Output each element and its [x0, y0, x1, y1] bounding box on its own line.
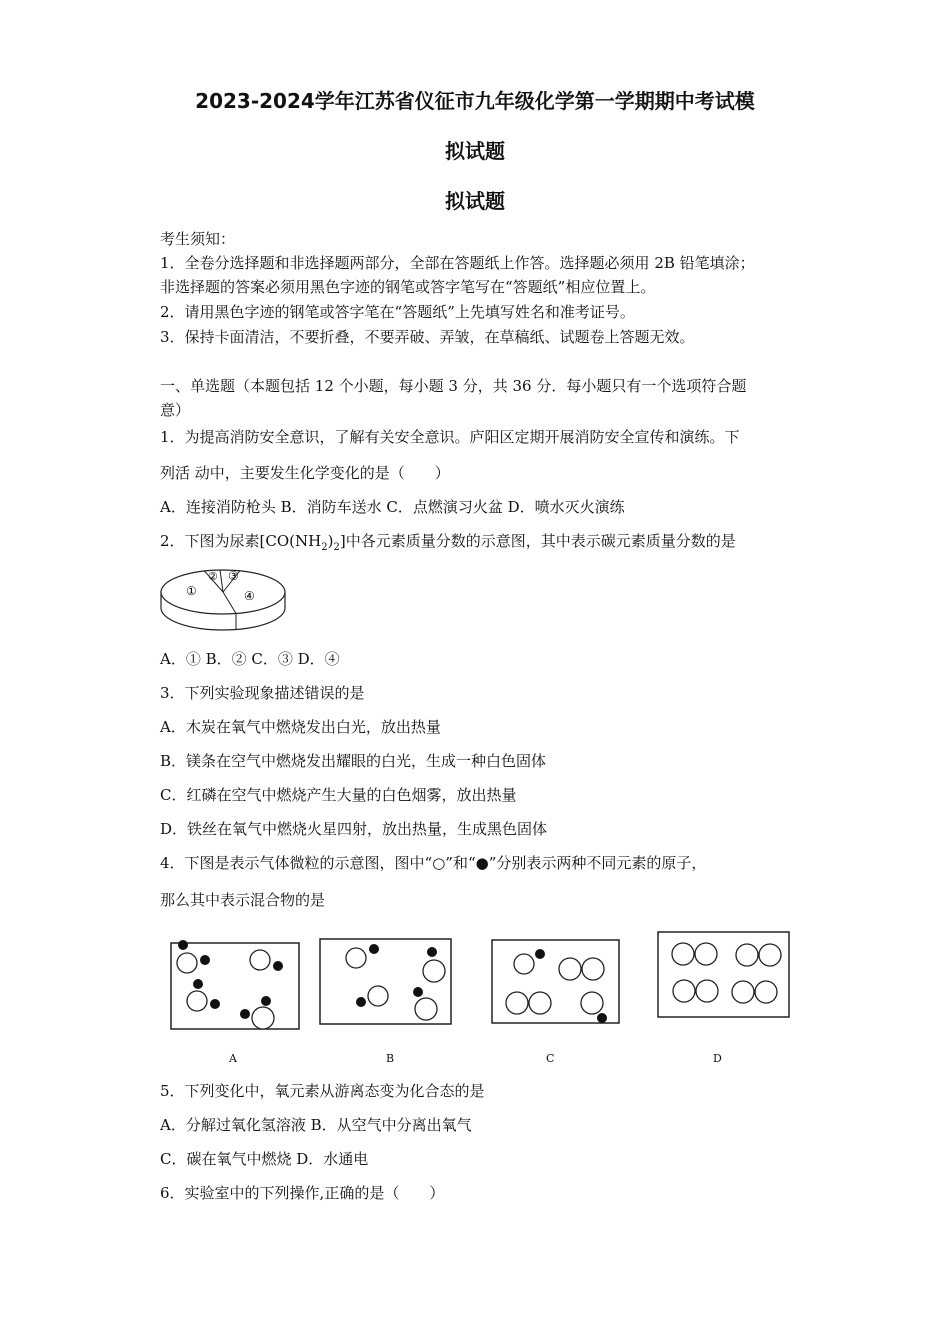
particle-box-d	[655, 929, 793, 1021]
page-title-line3: 拟试题	[445, 189, 505, 213]
particle-box-b	[317, 936, 455, 1028]
q3-option-d: D．铁丝在氧气中燃烧火星四射，放出热量，生成黑色固体	[160, 820, 548, 838]
q2-stem-prefix: 2．下图为尿素[CO(NH	[160, 532, 322, 550]
section-heading-line1: 一、单选题（本题包括 12 个小题，每小题 3 分，共 36 分．每小题只有一个选项符合题	[160, 377, 747, 395]
box-label-d: D	[713, 1052, 722, 1065]
q3-option-c: C．红磷在空气中燃烧产生大量的白色烟雾，放出热量	[160, 786, 517, 804]
q2-stem-mid: )	[327, 532, 334, 550]
box-label-a: A	[229, 1052, 237, 1065]
q1-options: A．连接消防枪头 B．消防车送水 C．点燃演习火盆 D．喷水灭火演练	[160, 498, 625, 516]
page-title-line1: 2023-2024学年江苏省仪征市九年级化学第一学期期中考试模	[195, 89, 755, 113]
particle-box-a	[168, 938, 302, 1033]
q4-stem-line2: 那么其中表示混合物的是	[160, 891, 326, 909]
box-label-c: C	[546, 1052, 555, 1065]
notice-item-2: 2．请用黑色字迹的钢笔或答字笔在“答题纸”上先填写姓名和准考证号。	[160, 303, 635, 321]
notice-item-1-line2: 非选择题的答案必须用黑色字迹的钢笔或答字笔写在“答题纸”相应位置上。	[160, 278, 656, 296]
q6-stem: 6．实验室中的下列操作,正确的是（ ）	[160, 1184, 445, 1202]
q3-option-a: A．木炭在氧气中燃烧发出白光，放出热量	[160, 718, 441, 736]
page-title-line2: 拟试题	[445, 139, 505, 163]
q2-stem-sub1: 2	[321, 542, 328, 553]
particle-box-c	[489, 937, 623, 1027]
pie-label-3: ③	[228, 569, 239, 583]
box-label-b: B	[386, 1052, 395, 1065]
q1-stem-line2: 列活 动中，主要发生化学变化的是（ ）	[160, 464, 450, 482]
pie-label-2: ②	[208, 570, 218, 583]
notice-item-1-line1: 1．全卷分选择题和非选择题两部分，全部在答题纸上作答。选择题必须用 2B 铅笔填涂；	[160, 254, 755, 272]
q3-stem: 3．下列实验现象描述错误的是	[160, 684, 365, 702]
notice-heading: 考生须知：	[160, 230, 236, 248]
q2-stem	[160, 531, 736, 551]
pie-label-1: ①	[186, 584, 197, 598]
q5-stem: 5．下列变化中，氧元素从游离态变为化合态的是	[160, 1082, 485, 1100]
q3-option-b: B．镁条在空气中燃烧发出耀眼的白光，生成一种白色固体	[160, 752, 547, 770]
q5-options-cd: C．碳在氧气中燃烧 D．水通电	[160, 1150, 369, 1168]
q2-options: A．① B．② C．③ D．④	[160, 650, 340, 668]
section-heading-line2: 意）	[160, 401, 191, 419]
pie-label-4: ④	[244, 589, 255, 603]
q2-stem-sub2: 2	[333, 542, 340, 553]
q5-options-ab: A．分解过氧化氢溶液 B．从空气中分离出氧气	[160, 1116, 472, 1134]
urea-pie-chart	[156, 556, 290, 636]
notice-item-3: 3．保持卡面清洁，不要折叠，不要弄破、弄皱，在草稿纸、试题卷上答题无效。	[160, 328, 695, 346]
q2-stem-suffix: ]中各元素质量分数的示意图，其中表示碳元素质量分数的是	[339, 532, 736, 550]
q4-stem-line1: 4．下图是表示气体微粒的示意图，图中“○”和“●”分别表示两种不同元素的原子，	[160, 854, 707, 872]
q1-stem-line1: 1．为提高消防安全意识，了解有关安全意识。庐阳区定期开展消防安全宣传和演练。下	[160, 428, 740, 446]
